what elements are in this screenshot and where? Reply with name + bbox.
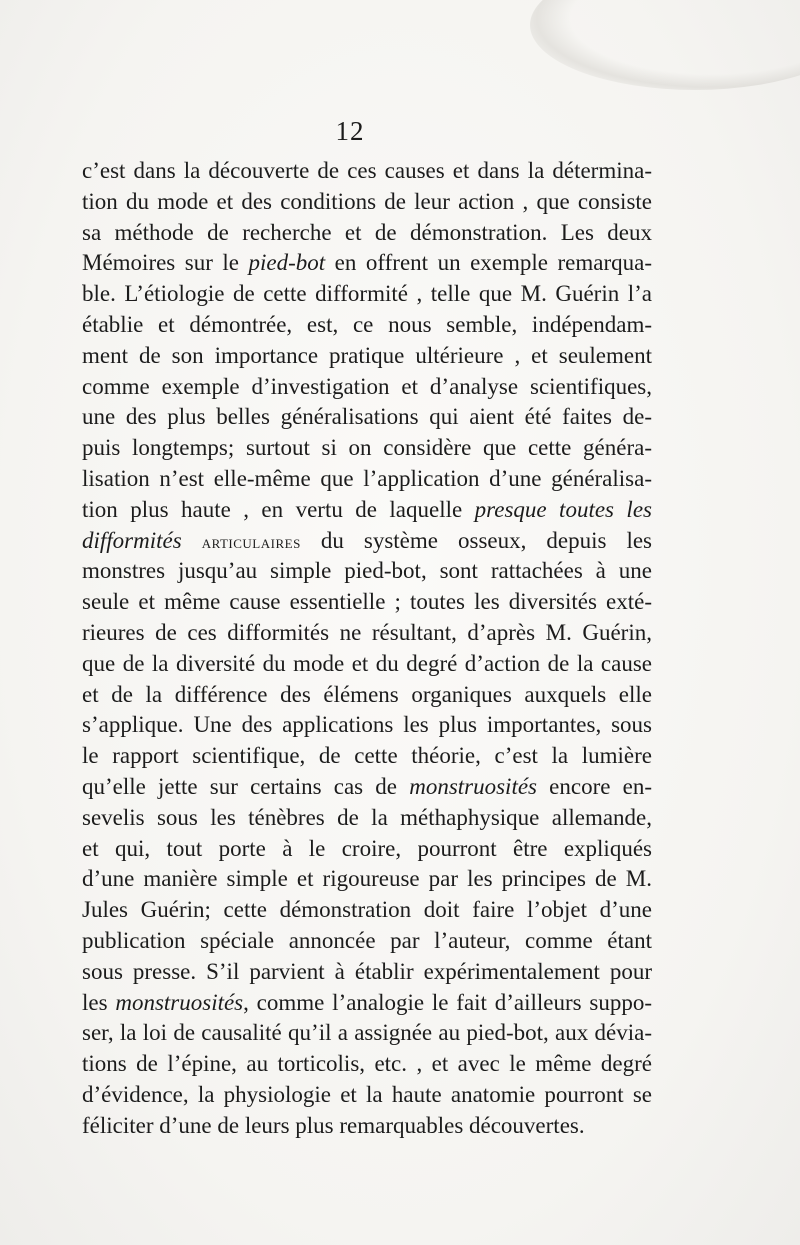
italic-term: monstruosités <box>409 773 537 799</box>
text-line: une des plus belles généralisations qui aient été faites de- <box>82 404 652 430</box>
text-line: rieures de ces difformités ne résultant, d’après M. Guérin, <box>82 619 652 645</box>
text-line: ment de son importance pratique ultérieure , et seulement <box>82 342 652 368</box>
text-line: sa méthode de recherche et de démonstration. Les deux <box>82 219 652 245</box>
text-line: comme exemple d’investigation et d’analyse scientifiques, <box>82 373 652 399</box>
text-line <box>82 772 652 803</box>
text-line: Jules Guérin; cette démonstration doit faire l’objet d’une <box>82 897 652 923</box>
text-line: tions de l’épine, au torticolis, etc. , et avec le même degré <box>82 1051 652 1077</box>
italic-term: presque toutes les <box>474 496 652 522</box>
text-segment: du système osseux, depuis les <box>300 527 652 553</box>
text-line: féliciter d’une de leurs plus remarquables découvertes. <box>82 1112 585 1138</box>
text-line: d’une manière simple et rigoureuse par les principes de M. <box>82 866 652 892</box>
text-line: sous presse. S’il parvient à établir expérimentalement pour <box>82 958 652 984</box>
text-line: le rapport scientifique, de cette théorie, c’est la lumière <box>82 743 652 769</box>
text-line: tion du mode et des conditions de leur action , que consiste <box>82 188 652 214</box>
text-segment: , comme l’analogie le fait d’ailleurs suppo- <box>243 989 652 1015</box>
text-segment: encore en- <box>537 773 652 799</box>
text-line: s’applique. Une des applications les plus importantes, sous <box>82 712 652 738</box>
text-line: lisation n’est elle-même que l’application d’une généralisa- <box>82 465 652 491</box>
text-line: d’évidence, la physiologie et la haute anatomie pourront se <box>82 1081 652 1107</box>
text-line: monstres jusqu’au simple pied-bot, sont rattachées à une <box>82 558 652 584</box>
text-line: et qui, tout porte à le croire, pourront être expliqués <box>82 835 652 861</box>
page-number: 12 <box>335 116 365 146</box>
text-line: seule et même cause essentielle ; toutes les diversités exté- <box>82 589 652 615</box>
italic-term: pied-bot <box>248 250 326 276</box>
text-line: ble. L’étiologie de cette difformité , telle que M. Guérin l’a <box>82 281 652 307</box>
text-line <box>82 495 652 526</box>
text-segment: en offrent un exemple remarqua- <box>325 250 652 276</box>
italic-term: monstruosités <box>115 989 244 1015</box>
text-line: c’est dans la découverte de ces causes et dans la détermina- <box>82 158 652 183</box>
text-segment: qu’elle jette sur certains cas de <box>82 773 410 799</box>
body-text <box>82 156 652 1142</box>
text-segment: Mémoires sur le <box>82 250 249 276</box>
text-segment: tion plus haute , en vertu de laquelle <box>82 496 475 522</box>
text-line <box>82 526 652 557</box>
smallcaps-term: articulaires <box>201 531 301 553</box>
text-line: puis longtemps; surtout si on considère que cette généra- <box>82 435 652 461</box>
text-line: établie et démontrée, est, ce nous semble, indépendam- <box>82 311 652 337</box>
text-line: sevelis sous les ténèbres de la méthaphysique allemande, <box>82 804 652 830</box>
text-segment: les <box>82 989 116 1015</box>
text-line: et de la différence des élémens organiques auxquels elle <box>82 681 652 707</box>
text-line: que de la diversité du mode et du degré d’action de la cause <box>82 650 652 676</box>
text-line <box>82 988 652 1019</box>
text-line <box>82 248 652 279</box>
text-line: ser, la loi de causalité qu’il a assignée au pied-bot, aux dévia- <box>82 1020 652 1046</box>
italic-term: difformités <box>82 527 182 553</box>
paper-stain <box>530 0 800 90</box>
text-line: publication spéciale annoncée par l’auteur, comme étant <box>82 927 652 953</box>
